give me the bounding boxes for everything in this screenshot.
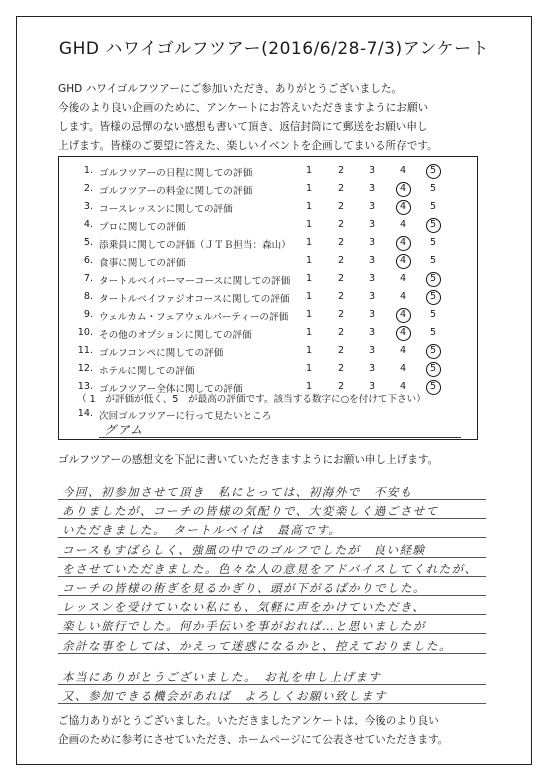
question-number: 13. (77, 381, 93, 392)
question-row (59, 237, 479, 255)
score-option[interactable]: 1 (305, 363, 313, 374)
selected-score-circle (396, 326, 411, 341)
score-option[interactable]: 5 (429, 381, 437, 392)
question-row (59, 363, 479, 381)
essay-prompt: ゴルフツアーの感想文を下記に書いていただきますようにお願い申し上げます。 (58, 454, 439, 466)
question-number: 12. (77, 363, 93, 374)
score-option[interactable]: 5 (429, 183, 437, 194)
score-option[interactable]: 5 (429, 219, 437, 230)
score-option[interactable]: 5 (429, 273, 437, 284)
question-label: ウェルカム・フェアウェルパーティーの評価 (99, 312, 289, 323)
score-option[interactable]: 5 (429, 237, 437, 248)
intro-line: GHD ハワイゴルフツアーにご参加いただき、ありがとうございました。 (58, 83, 403, 95)
score-option[interactable]: 4 (399, 183, 407, 194)
question-label: その他のオプションに関しての評価 (99, 330, 252, 341)
question-number: 6. (83, 255, 93, 266)
question-label: ゴルフツアーの料金に関しての評価 (99, 186, 253, 197)
score-option[interactable]: 3 (368, 327, 376, 338)
question-row (59, 165, 479, 183)
score-option[interactable]: 4 (399, 165, 407, 176)
question-number: 4. (83, 219, 93, 230)
question-number: 9. (83, 309, 93, 320)
score-option[interactable]: 3 (368, 273, 376, 284)
question-label: コースレッスンに関しての評価 (99, 204, 233, 215)
question-label: 食事に関しての評価 (99, 258, 186, 269)
question-label: タートルベイファジオコースに関しての評価 (99, 294, 290, 305)
score-option[interactable]: 2 (337, 183, 345, 194)
score-option[interactable]: 4 (399, 237, 407, 248)
score-option[interactable]: 1 (305, 183, 313, 194)
question-row (59, 381, 479, 399)
selected-score-circle (396, 236, 411, 251)
essay-handwritten-line: ありましたが、コーチの皆様の気配りで、大変楽しく過ごさせて (62, 504, 439, 519)
score-option[interactable]: 5 (429, 363, 437, 374)
score-option[interactable]: 4 (399, 327, 407, 338)
essay-rule-line (58, 557, 486, 558)
selected-score-circle (396, 254, 411, 269)
question-label: ホテルに関しての評価 (99, 366, 195, 377)
score-option[interactable]: 2 (337, 273, 345, 284)
essay-handwritten-line: 今回、初参加させて頂き 私にとっては、初海外で 不安も (62, 485, 413, 499)
question-number: 2. (83, 183, 93, 194)
score-option[interactable]: 2 (337, 309, 345, 320)
question-label: ゴルフツアー全体に関しての評価 (99, 384, 243, 395)
score-option[interactable]: 4 (399, 219, 407, 230)
score-option[interactable]: 2 (337, 345, 345, 356)
score-option[interactable]: 3 (368, 363, 376, 374)
rating-questions-box (58, 156, 478, 440)
question-number: 7. (83, 273, 93, 284)
score-option[interactable]: 5 (429, 291, 437, 302)
scale-note: （ 1 が評価が低く、5 が最高の評価です。該当する数字に○を付けて下さい） (77, 394, 426, 405)
essay-rule-line (58, 499, 486, 500)
score-option[interactable]: 1 (305, 381, 313, 392)
score-option[interactable]: 5 (429, 201, 437, 212)
score-option[interactable]: 1 (305, 327, 313, 338)
footer-text (58, 712, 498, 750)
question-label: ゴルフツアーの日程に関しての評価 (99, 168, 253, 179)
essay-handwritten-line: をさせていただきました。色々な人の意見をアドバイスしてくれたが、 (62, 561, 478, 576)
score-option[interactable]: 5 (429, 345, 437, 356)
score-option[interactable]: 2 (337, 363, 345, 374)
score-option[interactable]: 3 (368, 183, 376, 194)
selected-score-circle (426, 380, 441, 395)
score-option[interactable]: 3 (368, 201, 376, 212)
selected-score-circle (426, 164, 441, 179)
score-option[interactable]: 1 (305, 255, 313, 266)
score-option[interactable]: 4 (399, 201, 407, 212)
essay-handwritten-line: コースもすばらしく、強風の中でのゴルフでしたが 良い経験 (62, 542, 426, 557)
essay-rule-line (58, 653, 486, 654)
question-row (59, 273, 479, 291)
footer-line: ご協力ありがとうございました。いただきましたアンケートは、今後のより良い (58, 715, 439, 727)
selected-score-circle (396, 308, 411, 323)
essay-handwritten-line: 余計な事をしては、かえって迷惑になるかと、控えておりました。 (62, 638, 452, 653)
essay-handwritten-line: 本当にありがとうございました。 お礼を申し上げます (62, 669, 382, 684)
question-number: 8. (83, 291, 93, 302)
question-number: 14. (77, 408, 93, 419)
score-option[interactable]: 4 (399, 255, 407, 266)
question-number: 11. (77, 345, 93, 356)
essay-handwritten-line: いただきました。 タートルベイは 最高です。 (62, 523, 342, 538)
answer-line (99, 437, 461, 438)
score-option[interactable]: 5 (429, 165, 437, 176)
essay-rule-line (58, 703, 486, 704)
question-row (59, 291, 479, 309)
question-number: 3. (83, 201, 93, 212)
selected-score-circle (426, 362, 441, 377)
q14-answer: グアム (104, 423, 144, 437)
score-option[interactable]: 2 (337, 165, 345, 176)
score-option[interactable]: 3 (368, 219, 376, 230)
score-option[interactable]: 5 (429, 309, 437, 320)
essay-rule-line (58, 633, 486, 634)
question-label: 次回ゴルフツアーに行って見たいところ (99, 411, 272, 422)
essay-rule-line (58, 684, 486, 685)
score-option[interactable]: 3 (368, 291, 376, 302)
essay-rule-line (58, 537, 486, 538)
score-option[interactable]: 4 (399, 309, 407, 320)
score-option[interactable]: 4 (399, 291, 407, 302)
score-option[interactable]: 1 (305, 345, 313, 356)
intro-line: します。皆様の忌憚のない感想も書いて頂き、返信封筒にて郵送をお願い申し (58, 121, 428, 133)
selected-score-circle (426, 344, 441, 359)
score-option[interactable]: 1 (305, 291, 313, 302)
score-option[interactable]: 3 (368, 255, 376, 266)
question-row (59, 327, 479, 345)
question-row (59, 255, 479, 273)
question-row (59, 183, 479, 201)
score-option[interactable]: 4 (399, 363, 407, 374)
score-option[interactable]: 3 (368, 309, 376, 320)
essay-rule-line (58, 576, 486, 577)
question-label: ゴルフコンペに関しての評価 (99, 348, 224, 359)
score-option[interactable]: 1 (305, 237, 313, 248)
selected-score-circle (426, 218, 441, 233)
score-option[interactable]: 1 (305, 309, 313, 320)
essay-handwritten-line: レッスンを受けていない私にも、気軽に声をかけていただき、 (62, 600, 426, 615)
score-option[interactable]: 1 (305, 273, 313, 284)
score-option[interactable]: 4 (399, 345, 407, 356)
question-row (59, 219, 479, 237)
score-option[interactable]: 1 (305, 165, 313, 176)
selected-score-circle (396, 182, 411, 197)
question-number: 1. (83, 165, 93, 176)
score-option[interactable]: 2 (337, 255, 345, 266)
intro-line: 今後のより良い企画のために、アンケートにお答えいただきますようにお願い (58, 102, 429, 114)
question-row (59, 309, 479, 327)
selected-score-circle (396, 200, 411, 215)
score-option[interactable]: 5 (429, 327, 437, 338)
score-option[interactable]: 2 (337, 291, 345, 302)
score-option[interactable]: 1 (305, 201, 313, 212)
selected-score-circle (426, 290, 441, 305)
question-row (59, 201, 479, 219)
essay-handwritten-line: 楽しい旅行でした。何か手伝いを事がおれば…と思いましたが (62, 619, 426, 634)
survey-title: GHD ハワイゴルフツアー(2016/6/28-7/3)アンケート (58, 39, 490, 59)
question-number: 5. (83, 237, 93, 248)
essay-rule-line (58, 518, 486, 519)
score-option[interactable]: 1 (305, 219, 313, 230)
score-option[interactable]: 3 (368, 381, 376, 392)
question-row (59, 345, 479, 363)
selected-score-circle (426, 272, 441, 287)
question-number: 10. (77, 327, 93, 338)
footer-line: 企画のために参考にさせていただき、ホームページにて公表させていただきます。 (58, 734, 449, 746)
essay-handwritten-line: 又、参加できる機会があれば よろしくお願い致します (62, 689, 387, 703)
question-label: タートルベイパーマーコースに関しての評価 (99, 276, 291, 287)
intro-line: 上げます。皆様のご要望に答えた、楽しいイベントを企画してまいる所存です。 (58, 140, 438, 152)
score-option[interactable]: 3 (368, 237, 376, 248)
intro-text (58, 80, 498, 156)
essay-rule-line (58, 614, 486, 615)
score-option[interactable]: 3 (368, 345, 376, 356)
score-option[interactable]: 4 (399, 273, 407, 284)
score-option[interactable]: 2 (337, 381, 345, 392)
score-option[interactable]: 5 (429, 255, 437, 266)
essay-rule-line (58, 595, 486, 596)
question-label: プロに関しての評価 (99, 222, 186, 233)
score-option[interactable]: 2 (337, 201, 345, 212)
score-option[interactable]: 2 (337, 327, 345, 338)
score-option[interactable]: 2 (337, 237, 345, 248)
essay-handwritten-line: コーチの皆様の術ぎを見るかぎり、頭が下がるばかりでした。 (62, 581, 426, 595)
score-option[interactable]: 4 (399, 381, 407, 392)
score-option[interactable]: 3 (368, 165, 376, 176)
question-label: 添乗員に関しての評価（ＪＴＢ担当：森山） (99, 240, 291, 251)
score-option[interactable]: 2 (337, 219, 345, 230)
